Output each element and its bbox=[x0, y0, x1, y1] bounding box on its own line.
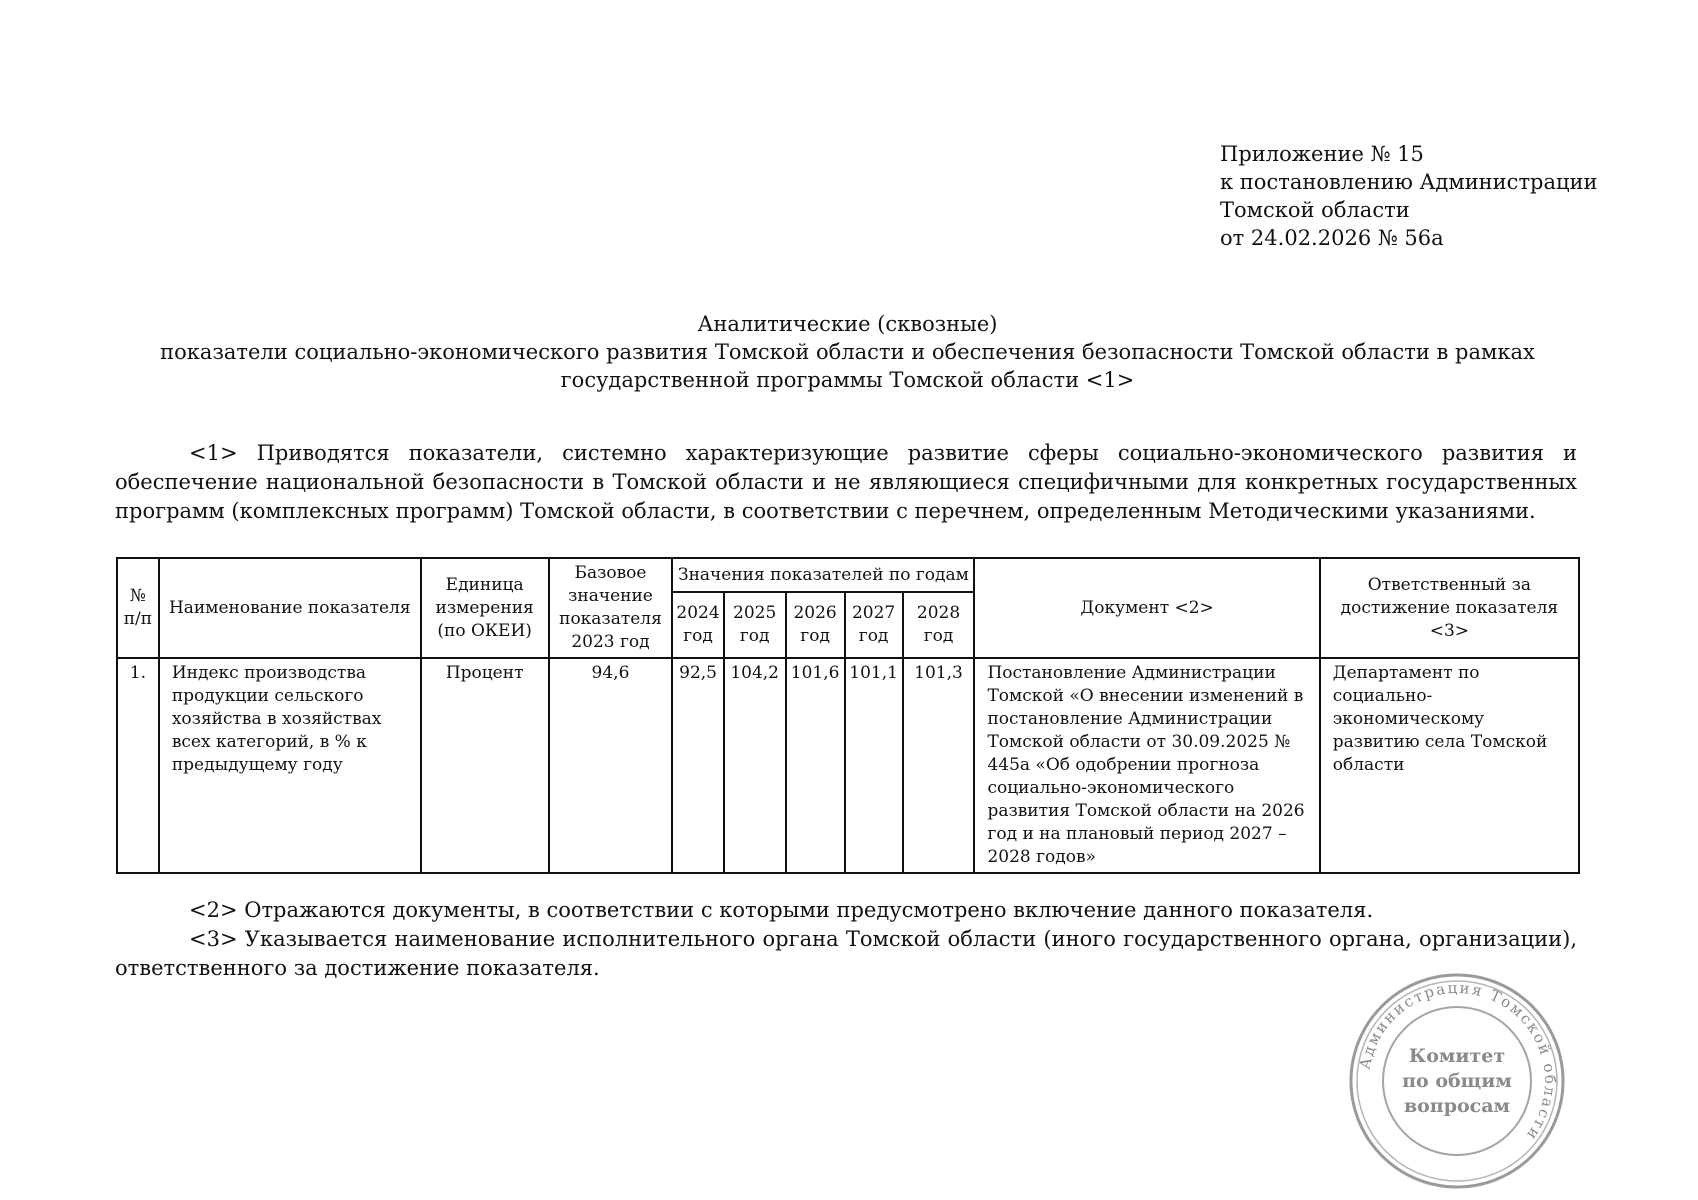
stamp-center-line-2: по общим bbox=[1402, 1070, 1512, 1092]
cell-value-2028: 101,3 bbox=[903, 658, 975, 873]
table-row bbox=[117, 658, 1579, 873]
appendix-line-4: от 24.02.2026 № 56а bbox=[1220, 226, 1444, 250]
appendix-block bbox=[1220, 140, 1680, 252]
stamp-center-line-1: Комитет bbox=[1408, 1045, 1506, 1067]
appendix-line-2: к постановлению Администрации bbox=[1220, 170, 1598, 194]
header-responsible: Ответственный за достижение показателя <3> bbox=[1320, 558, 1579, 658]
cell-value-2025: 104,2 bbox=[724, 658, 786, 873]
header-num: № п/п bbox=[117, 558, 159, 658]
cell-name: Индекс производства продукции сельского хозяйства в хозяйствах всех категорий, в % к предыдущему году bbox=[159, 658, 421, 873]
cell-value-2026: 101,6 bbox=[786, 658, 845, 873]
document-title bbox=[110, 310, 1585, 394]
cell-value-2027: 101,1 bbox=[845, 658, 903, 873]
footnote-1-text: <1> Приводятся показатели, системно характеризующие развитие сферы социально-экономического развития и обеспечение национальной безопасности в Томской области и не являющиеся специфичными для конкретных государственных программ (комплексных программ) Томской области, в соответствии с перечнем, определенным Методическими указаниями. bbox=[115, 441, 1577, 523]
cell-value-2024: 92,5 bbox=[672, 658, 723, 873]
table-header-row bbox=[117, 558, 1579, 592]
footnote-3-text: <3> Указывается наименование исполнительного органа Томской области (иного государственного органа, организации), ответственного за достижение показателя. bbox=[115, 927, 1577, 980]
header-year-2027: 2027 год bbox=[845, 592, 903, 658]
title-line-2: показатели социально-экономического развития Томской области и обеспечения безопасности Томской области в рамках bbox=[160, 340, 1535, 364]
title-line-3: государственной программы Томской области <1> bbox=[560, 368, 1135, 392]
cell-document: Постановление Администрации Томской «О внесении изменений в постановление Администрации Томской области от 30.09.2025 № 445а «Об одобрении прогноза социально-экономического развития Томской области на 2026 год и на плановый период 2027 – 2028 годов» bbox=[974, 658, 1319, 873]
header-year-2028: 2028 год bbox=[903, 592, 975, 658]
cell-unit: Процент bbox=[421, 658, 549, 873]
appendix-line-1: Приложение № 15 bbox=[1220, 142, 1424, 166]
stamp-seal-icon bbox=[1346, 970, 1568, 1192]
footnote-2-text: <2> Отражаются документы, в соответствии с которыми предусмотрено включение данного показателя. bbox=[189, 898, 1374, 922]
header-document: Документ <2> bbox=[974, 558, 1319, 658]
header-years-group: Значения показателей по годам bbox=[672, 558, 974, 592]
cell-num: 1. bbox=[117, 658, 159, 873]
stamp-center-line-3: вопросам bbox=[1403, 1095, 1511, 1117]
cell-responsible: Департамент по социально-экономическому развитию села Томской области bbox=[1320, 658, 1579, 873]
appendix-line-3: Томской области bbox=[1220, 198, 1410, 222]
header-year-2025: 2025 год bbox=[724, 592, 786, 658]
stamp-ring-text: Администрация Томской области bbox=[1355, 978, 1560, 1145]
title-line-1: Аналитические (сквозные) bbox=[697, 312, 998, 336]
header-base: Базовое значение показателя 2023 год bbox=[549, 558, 673, 658]
header-year-2024: 2024 год bbox=[672, 592, 723, 658]
indicators-table bbox=[116, 557, 1580, 874]
header-year-2026: 2026 год bbox=[786, 592, 845, 658]
header-unit: Единица измерения (по ОКЕИ) bbox=[421, 558, 549, 658]
header-name: Наименование показателя bbox=[159, 558, 421, 658]
cell-base: 94,6 bbox=[549, 658, 673, 873]
footnote-1 bbox=[115, 439, 1577, 526]
